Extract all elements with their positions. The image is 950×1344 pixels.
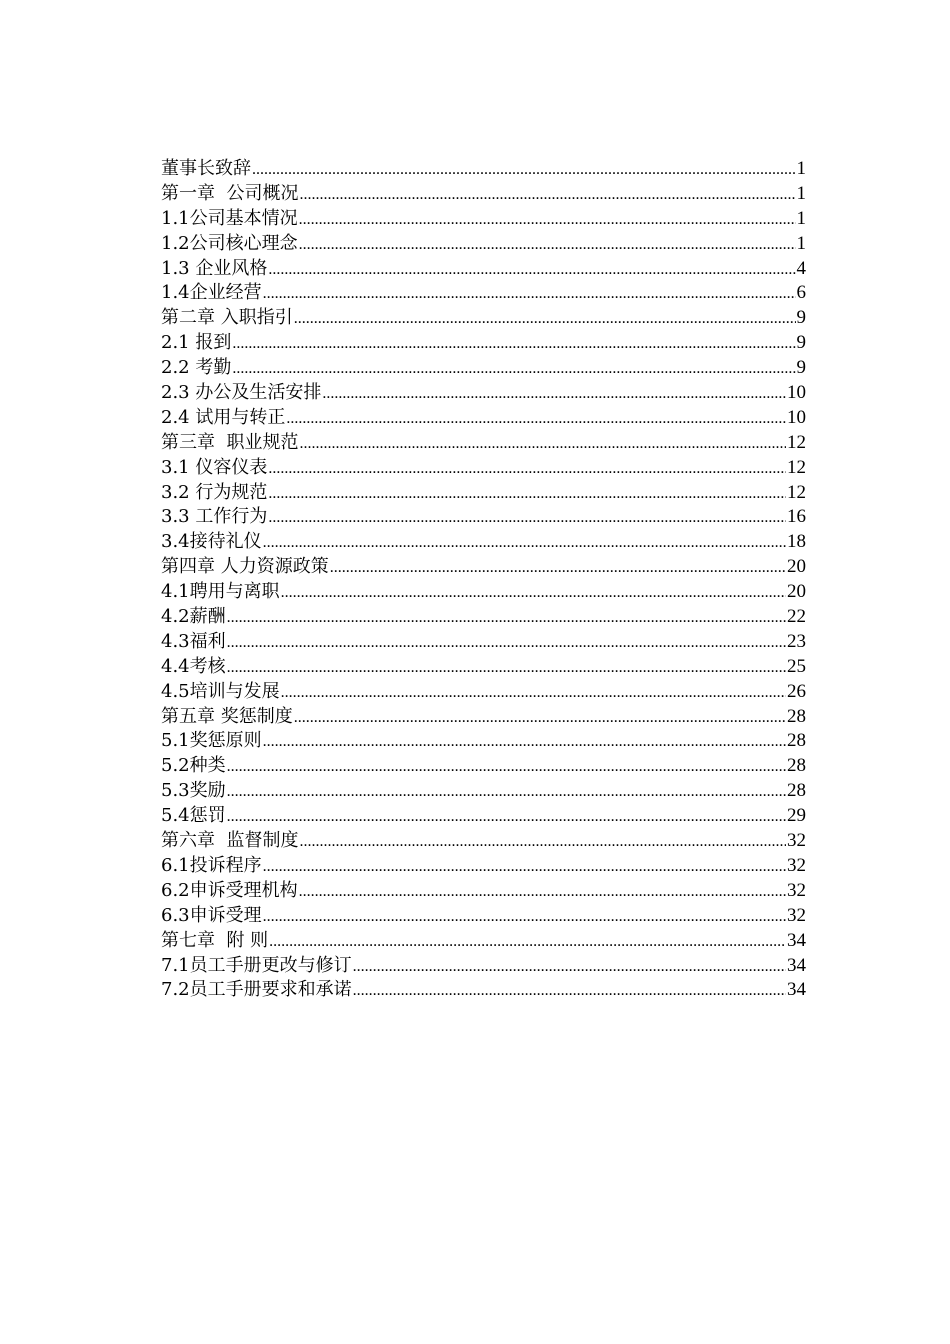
toc-entry[interactable] xyxy=(161,705,806,730)
toc-page-number: 34 xyxy=(787,929,806,951)
toc-entry[interactable] xyxy=(161,630,806,655)
toc-entry-title: 3.4接待礼仪 xyxy=(161,531,262,553)
toc-page-number: 4 xyxy=(796,257,806,279)
toc-dot-leader xyxy=(299,880,786,905)
toc-page-number: 9 xyxy=(796,357,806,379)
toc-page-number: 6 xyxy=(796,282,806,304)
toc-page-number: 12 xyxy=(787,456,806,478)
toc-page-number: 32 xyxy=(787,879,806,901)
toc-dot-leader xyxy=(322,382,786,407)
toc-entry-title: 3.3 工作行为 xyxy=(161,506,268,528)
toc-dot-leader xyxy=(294,706,786,731)
toc-dot-leader xyxy=(286,407,786,432)
toc-entry[interactable] xyxy=(161,157,806,182)
toc-page-number: 1 xyxy=(796,158,806,179)
toc-dot-leader xyxy=(294,307,796,332)
toc-entry-title: 7.1员工手册更改与修订 xyxy=(161,954,352,976)
toc-entry-title: 5.2种类 xyxy=(161,755,226,777)
toc-entry-title: 6.1投诉程序 xyxy=(161,854,262,876)
toc-entry[interactable] xyxy=(161,904,806,929)
toc-page-number: 32 xyxy=(787,854,806,876)
toc-entry[interactable] xyxy=(161,257,806,282)
toc-entry[interactable] xyxy=(161,406,806,431)
toc-page-number: 9 xyxy=(796,332,806,354)
toc-entry-title: 3.1 仪容仪表 xyxy=(161,456,268,478)
toc-entry-title: 董事长致辞 xyxy=(161,158,251,179)
toc-entry-title: 4.1聘用与离职 xyxy=(161,581,280,603)
toc-page-number: 12 xyxy=(787,431,806,453)
toc-dot-leader xyxy=(268,506,786,531)
toc-entry[interactable] xyxy=(161,779,806,804)
toc-dot-leader xyxy=(232,357,795,382)
toc-page-number: 10 xyxy=(787,406,806,428)
toc-entry-title: 2.3 办公及生活安排 xyxy=(161,382,322,404)
toc-page-number: 32 xyxy=(787,904,806,926)
toc-page-number: 34 xyxy=(787,954,806,976)
toc-entry[interactable] xyxy=(161,729,806,754)
toc-entry-title: 3.2 行为规范 xyxy=(161,481,268,503)
toc-entry-title: 5.4惩罚 xyxy=(161,805,226,827)
toc-entry-title: 第一章 公司概况 xyxy=(161,182,299,204)
toc-entry[interactable] xyxy=(161,605,806,630)
toc-page-number: 9 xyxy=(796,307,806,329)
toc-dot-leader xyxy=(232,332,795,357)
toc-page-number: 16 xyxy=(787,506,806,528)
toc-entry-title: 1.3 企业风格 xyxy=(161,257,268,279)
toc-entry[interactable] xyxy=(161,929,806,954)
toc-dot-leader xyxy=(281,681,786,706)
toc-page-number: 26 xyxy=(787,680,806,702)
toc-entry[interactable] xyxy=(161,306,806,331)
toc-entry-title: 1.2公司核心理念 xyxy=(161,232,298,254)
toc-page-number: 1 xyxy=(796,232,806,254)
toc-dot-leader xyxy=(299,233,796,258)
toc-entry[interactable] xyxy=(161,182,806,207)
toc-dot-leader xyxy=(252,158,796,183)
toc-dot-leader xyxy=(353,955,786,980)
toc-entry[interactable] xyxy=(161,655,806,680)
toc-dot-leader xyxy=(263,905,786,930)
toc-page-number: 28 xyxy=(787,705,806,727)
toc-page-number: 25 xyxy=(787,655,806,677)
toc-dot-leader xyxy=(263,855,786,880)
toc-entry[interactable] xyxy=(161,431,806,456)
toc-entry-title: 4.4考核 xyxy=(161,655,226,677)
toc-page-number: 12 xyxy=(787,481,806,503)
toc-page-number: 10 xyxy=(787,382,806,404)
toc-entry[interactable] xyxy=(161,580,806,605)
toc-entry[interactable] xyxy=(161,530,806,555)
toc-dot-leader xyxy=(227,755,786,780)
toc-entry[interactable] xyxy=(161,680,806,705)
toc-dot-leader xyxy=(227,656,786,681)
toc-dot-leader xyxy=(281,581,786,606)
toc-entry-title: 5.1奖惩原则 xyxy=(161,730,262,752)
toc-entry-title: 2.1 报到 xyxy=(161,332,232,354)
toc-entry-title: 5.3奖励 xyxy=(161,780,226,802)
toc-dot-leader xyxy=(299,183,795,208)
toc-entry[interactable] xyxy=(161,854,806,879)
toc-dot-leader xyxy=(227,780,786,805)
toc-entry[interactable] xyxy=(161,456,806,481)
toc-dot-leader xyxy=(269,930,786,955)
toc-page-number: 28 xyxy=(787,780,806,802)
toc-entry[interactable] xyxy=(161,879,806,904)
toc-entry-title: 2.2 考勤 xyxy=(161,357,232,379)
toc-entry-title: 4.3福利 xyxy=(161,630,226,652)
toc-page-number: 28 xyxy=(787,755,806,777)
toc-entry-title: 第五章 奖惩制度 xyxy=(161,705,293,727)
toc-entry[interactable] xyxy=(161,331,806,356)
toc-entry[interactable] xyxy=(161,505,806,530)
toc-entry[interactable] xyxy=(161,754,806,779)
toc-entry[interactable] xyxy=(161,481,806,506)
toc-entry[interactable] xyxy=(161,804,806,829)
toc-entry-title: 4.2薪酬 xyxy=(161,606,226,628)
toc-entry-title: 第二章 入职指引 xyxy=(161,307,293,329)
toc-entry[interactable] xyxy=(161,356,806,381)
toc-page-number: 20 xyxy=(787,556,806,578)
toc-page-number: 18 xyxy=(787,531,806,553)
toc-dot-leader xyxy=(263,730,786,755)
toc-entry-title: 第七章 附 则 xyxy=(161,929,269,951)
toc-entry-title: 第三章 职业规范 xyxy=(161,431,299,453)
toc-page-number: 20 xyxy=(787,581,806,603)
toc-dot-leader xyxy=(299,830,786,855)
table-of-contents xyxy=(161,157,806,1003)
toc-entry-title: 第六章 监督制度 xyxy=(161,830,299,852)
toc-entry[interactable] xyxy=(161,281,806,306)
toc-dot-leader xyxy=(299,208,796,233)
toc-page-number: 28 xyxy=(787,730,806,752)
toc-dot-leader xyxy=(263,282,796,307)
toc-page-number: 1 xyxy=(796,207,806,229)
toc-dot-leader xyxy=(268,457,786,482)
toc-entry-title: 6.2申诉受理机构 xyxy=(161,879,298,901)
toc-page-number: 1 xyxy=(796,182,806,204)
toc-page-number: 22 xyxy=(787,606,806,628)
toc-page-number: 34 xyxy=(787,979,806,1001)
toc-dot-leader xyxy=(227,606,786,631)
toc-entry[interactable] xyxy=(161,381,806,406)
toc-dot-leader xyxy=(353,979,786,1004)
toc-entry[interactable] xyxy=(161,232,806,257)
toc-entry[interactable] xyxy=(161,954,806,979)
toc-dot-leader xyxy=(227,631,786,656)
toc-dot-leader xyxy=(227,805,786,830)
toc-entry-title: 1.4企业经营 xyxy=(161,282,262,304)
toc-dot-leader xyxy=(299,432,786,457)
toc-entry[interactable] xyxy=(161,978,806,1003)
toc-dot-leader xyxy=(330,556,786,581)
toc-page-number: 32 xyxy=(787,830,806,852)
toc-dot-leader xyxy=(263,531,786,556)
toc-entry-title: 1.1公司基本情况 xyxy=(161,207,298,229)
toc-page-number: 29 xyxy=(787,805,806,827)
toc-dot-leader xyxy=(268,482,786,507)
toc-entry[interactable] xyxy=(161,829,806,854)
toc-page-number: 23 xyxy=(787,630,806,652)
toc-entry-title: 4.5培训与发展 xyxy=(161,680,280,702)
toc-dot-leader xyxy=(268,258,795,283)
toc-entry-title: 2.4 试用与转正 xyxy=(161,406,286,428)
toc-entry-title: 第四章 人力资源政策 xyxy=(161,556,329,578)
toc-entry[interactable] xyxy=(161,555,806,580)
toc-entry-title: 6.3申诉受理 xyxy=(161,904,262,926)
toc-entry[interactable] xyxy=(161,207,806,232)
toc-entry-title: 7.2员工手册要求和承诺 xyxy=(161,979,352,1001)
